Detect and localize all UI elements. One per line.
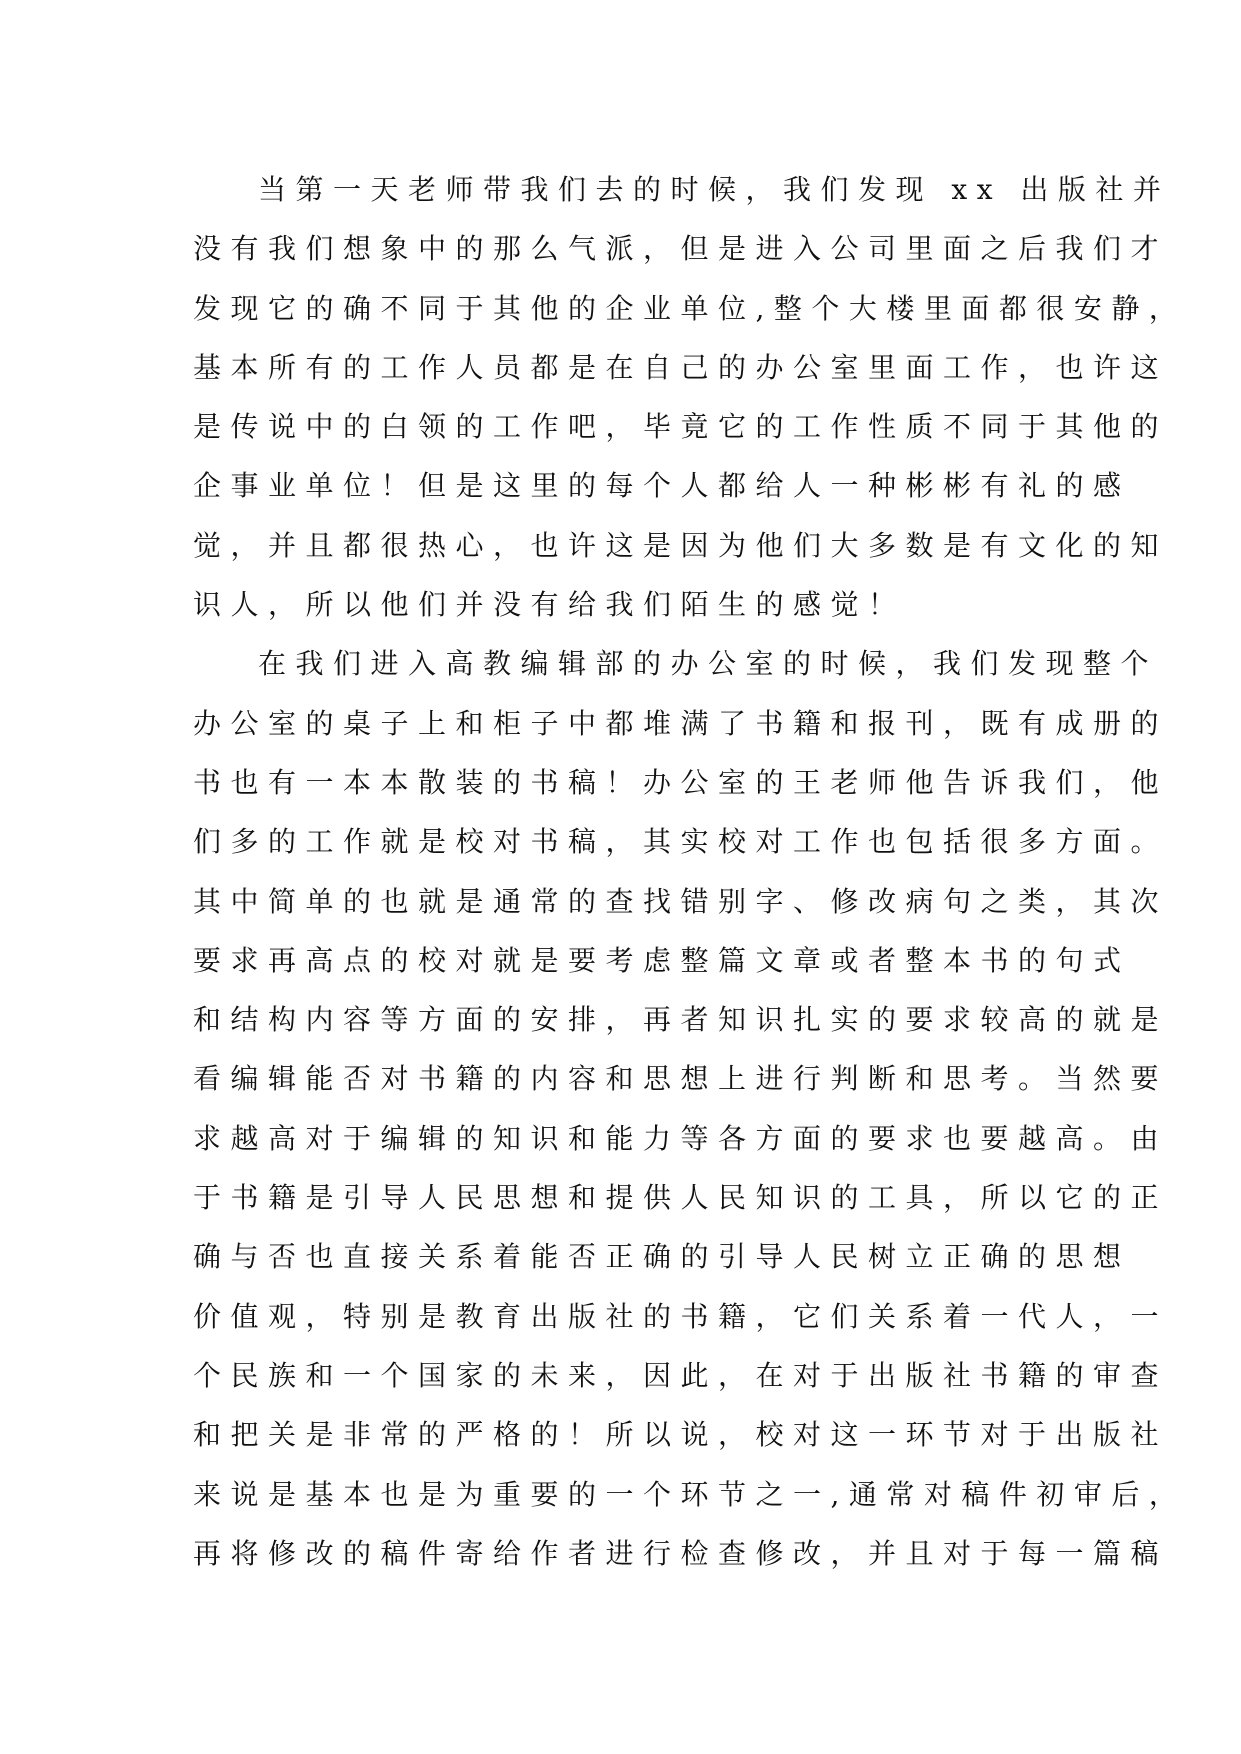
text-line: 看编辑能否对书籍的内容和思想上进行判断和思考。当然要: [193, 1062, 1169, 1096]
text-line: 书也有一本本散装的书稿！办公室的王老师他告诉我们，他: [193, 765, 1169, 799]
text-line: 其中简单的也就是通常的查找错别字、修改病句之类，其次: [193, 884, 1169, 918]
text-line: 要求再高点的校对就是要考虑整篇文章或者整本书的句式: [193, 943, 1131, 977]
text-line: 基本所有的工作人员都是在自己的办公室里面工作，也许这: [193, 350, 1169, 384]
text-line: 和把关是非常的严格的！所以说，校对这一环节对于出版社: [193, 1418, 1169, 1452]
text-line: 办公室的桌子上和柜子中都堆满了书籍和报刊，既有成册的: [193, 706, 1169, 740]
text-line: 价值观，特别是教育出版社的书籍，它们关系着一代人，一: [193, 1299, 1169, 1333]
text-line: 是传说中的白领的工作吧，毕竟它的工作性质不同于其他的: [193, 410, 1169, 444]
text-line: 来说是基本也是为重要的一个环节之一,通常对稿件初审后，: [193, 1477, 1187, 1511]
text-line: 没有我们想象中的那么气派，但是进入公司里面之后我们才: [193, 232, 1169, 266]
text-line: 确与否也直接关系着能否正确的引导人民树立正确的思想: [193, 1240, 1131, 1274]
text-line: 在我们进入高教编辑部的办公室的时候，我们发现整个: [258, 647, 1159, 681]
text-line: 求越高对于编辑的知识和能力等各方面的要求也要越高。由: [193, 1121, 1169, 1155]
text-line: 于书籍是引导人民思想和提供人民知识的工具，所以它的正: [193, 1181, 1169, 1215]
text-line: 们多的工作就是校对书稿，其实校对工作也包括很多方面。: [193, 825, 1169, 859]
text-line: 个民族和一个国家的未来，因此，在对于出版社书籍的审查: [193, 1358, 1169, 1392]
text-line: 觉，并且都很热心，也许这是因为他们大多数是有文化的知: [193, 528, 1169, 562]
text-line: 识人，所以他们并没有给我们陌生的感觉！: [193, 588, 906, 622]
text-line: 企事业单位！但是这里的每个人都给人一种彬彬有礼的感: [193, 469, 1131, 503]
text-line: 和结构内容等方面的安排，再者知识扎实的要求较高的就是: [193, 1003, 1169, 1037]
text-line: 发现它的确不同于其他的企业单位,整个大楼里面都很安静，: [193, 291, 1187, 325]
body-text: [193, 160, 1187, 1583]
text-line: 当第一天老师带我们去的时候，我们发现 xx 出版社并: [258, 173, 1171, 206]
text-line: 再将修改的稿件寄给作者进行检查修改，并且对于每一篇稿: [193, 1536, 1169, 1570]
